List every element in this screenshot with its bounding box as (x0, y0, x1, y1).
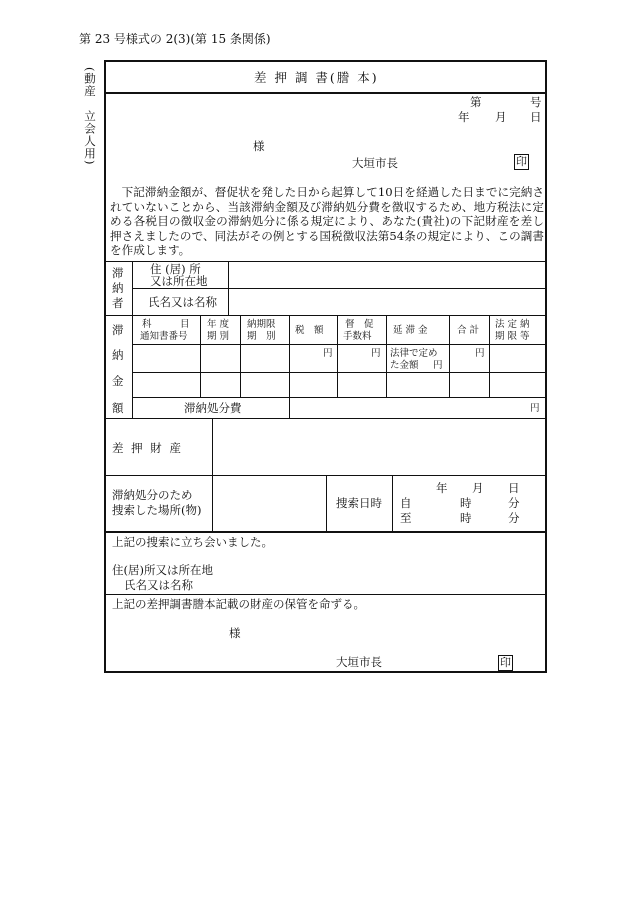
form-title: 差 押 調 書(謄 本) (254, 70, 379, 85)
header-legal-due-etc: 期 限 等 (495, 331, 530, 342)
amount-col-line (386, 315, 387, 397)
header-fiscal-year: 年 度 (207, 319, 230, 330)
header-fee: 手数料 (343, 331, 372, 342)
amount-col-line (289, 315, 290, 418)
header-notice-number: 通知書番号 (140, 331, 188, 342)
divider-before-custody (104, 594, 547, 595)
enforcement-fee-label: 滞納処分費 (184, 401, 242, 415)
search-from-hour: 時 (460, 496, 472, 510)
search-month-label: 月 (472, 481, 484, 495)
search-col-line (326, 475, 327, 531)
delinquent-address-label: 又は所在地 (150, 274, 208, 288)
search-from-label: 自 (400, 496, 412, 510)
delinquent-address-label: 住 (居) 所 (150, 262, 201, 276)
search-place-label: 捜索した場所(物) (112, 503, 202, 517)
search-datetime-label: 捜索日時 (336, 496, 382, 510)
header-period: 期 別 (207, 331, 230, 342)
issuer-mayor: 大垣市長 (352, 156, 398, 170)
divider-before-witness (104, 531, 547, 533)
title-divider (104, 92, 547, 94)
side-label (83, 67, 96, 165)
search-place-label: 滞納処分のため (112, 488, 193, 502)
header-demand: 督 促 (345, 319, 374, 330)
custody-issuer-mayor: 大垣市長 (336, 655, 382, 669)
header-total: 合 計 (457, 325, 480, 336)
amount-label-char: 納 (112, 348, 124, 362)
amount-header-divider (132, 344, 547, 345)
witness-statement: 上記の捜索に立ち会いました。 (112, 535, 273, 549)
search-col-line (392, 475, 393, 531)
amount-col-line (200, 315, 201, 397)
body-paragraph: 下記滞納金額が、督促状を発した日から起算して10日を経過した日までに完納されていないことから、当該滞納金額及び滞納処分費を徴収するため、地方税法に定める各税目の徴収金の滞納処分に係る規定により、あなた(貴社)の下記財産を差し押さえましたので、同法がその例とする国税徴収法第54条の規定により、この調書を作成します。 (110, 185, 544, 258)
tax-yen-unit: 円 (323, 348, 333, 359)
header-due-period: 期 別 (247, 331, 276, 342)
custody-addressee-sama: 様 (229, 626, 241, 640)
total-yen-unit: 円 (475, 348, 485, 359)
issuer-seal: 印 (516, 155, 527, 168)
delinquent-name-label: 氏名又は名称 (148, 295, 217, 309)
custody-issuer-seal: 印 (500, 656, 511, 669)
amount-col-line (449, 315, 450, 397)
delinquent-row-divider (132, 288, 547, 289)
search-from-minute: 分 (508, 496, 520, 510)
delinquent-label-char: 者 (112, 296, 124, 310)
side-label-text: (動産 立会人用) (83, 67, 97, 166)
doc-number-suffix: 号 (530, 95, 542, 109)
search-to-hour: 時 (460, 511, 472, 525)
custody-statement: 上記の差押調書謄本記載の財産の保管を命ずる。 (112, 597, 365, 611)
amount-row-divider (132, 397, 547, 398)
witness-address-label: 住(居)所又は所在地 (112, 563, 213, 577)
witness-name-label: 氏名又は名称 (124, 578, 193, 592)
amount-col-line (240, 315, 241, 397)
enforcement-fee-yen-unit: 円 (530, 403, 540, 414)
divider-before-property (104, 418, 547, 419)
amount-label-char: 金 (112, 374, 124, 388)
date-month-label: 月 (495, 110, 507, 124)
fee-yen-unit: 円 (371, 348, 381, 359)
amount-label-char: 額 (112, 401, 124, 415)
seized-property-label: 差 押 財 産 (112, 441, 183, 455)
doc-number-label: 第 (470, 95, 482, 109)
divider-before-amount (104, 315, 547, 316)
late-yen-unit: 円 (433, 360, 443, 371)
header-due-date: 納期限 (247, 319, 276, 330)
amount-col-line (489, 315, 490, 397)
header-subject: 科 目 (142, 319, 190, 330)
delinquent-label-char: 滞 (112, 266, 124, 280)
amount-row-divider (132, 372, 547, 373)
header-tax-amount: 税 額 (295, 325, 324, 336)
search-day-label: 日 (508, 481, 520, 495)
amount-col-line (337, 315, 338, 397)
search-year-label: 年 (436, 481, 448, 495)
search-to-minute: 分 (508, 511, 520, 525)
date-year-label: 年 (458, 110, 470, 124)
section-label-column-line (132, 261, 133, 418)
late-legal-amount-label: 法律で定め (390, 348, 438, 359)
date-day-label: 日 (530, 110, 542, 124)
amount-label-char: 滞 (112, 323, 124, 337)
addressee-sama: 様 (253, 139, 265, 153)
form-id: 第 23 号様式の 2(3)(第 15 条関係) (79, 32, 271, 46)
header-legal-due: 法 定 納 (495, 319, 530, 330)
late-legal-amount-label: た金額 (390, 360, 419, 371)
delinquent-label-char: 納 (112, 281, 124, 295)
header-late-charge: 延 滞 金 (393, 325, 428, 336)
search-to-label: 至 (400, 511, 412, 525)
